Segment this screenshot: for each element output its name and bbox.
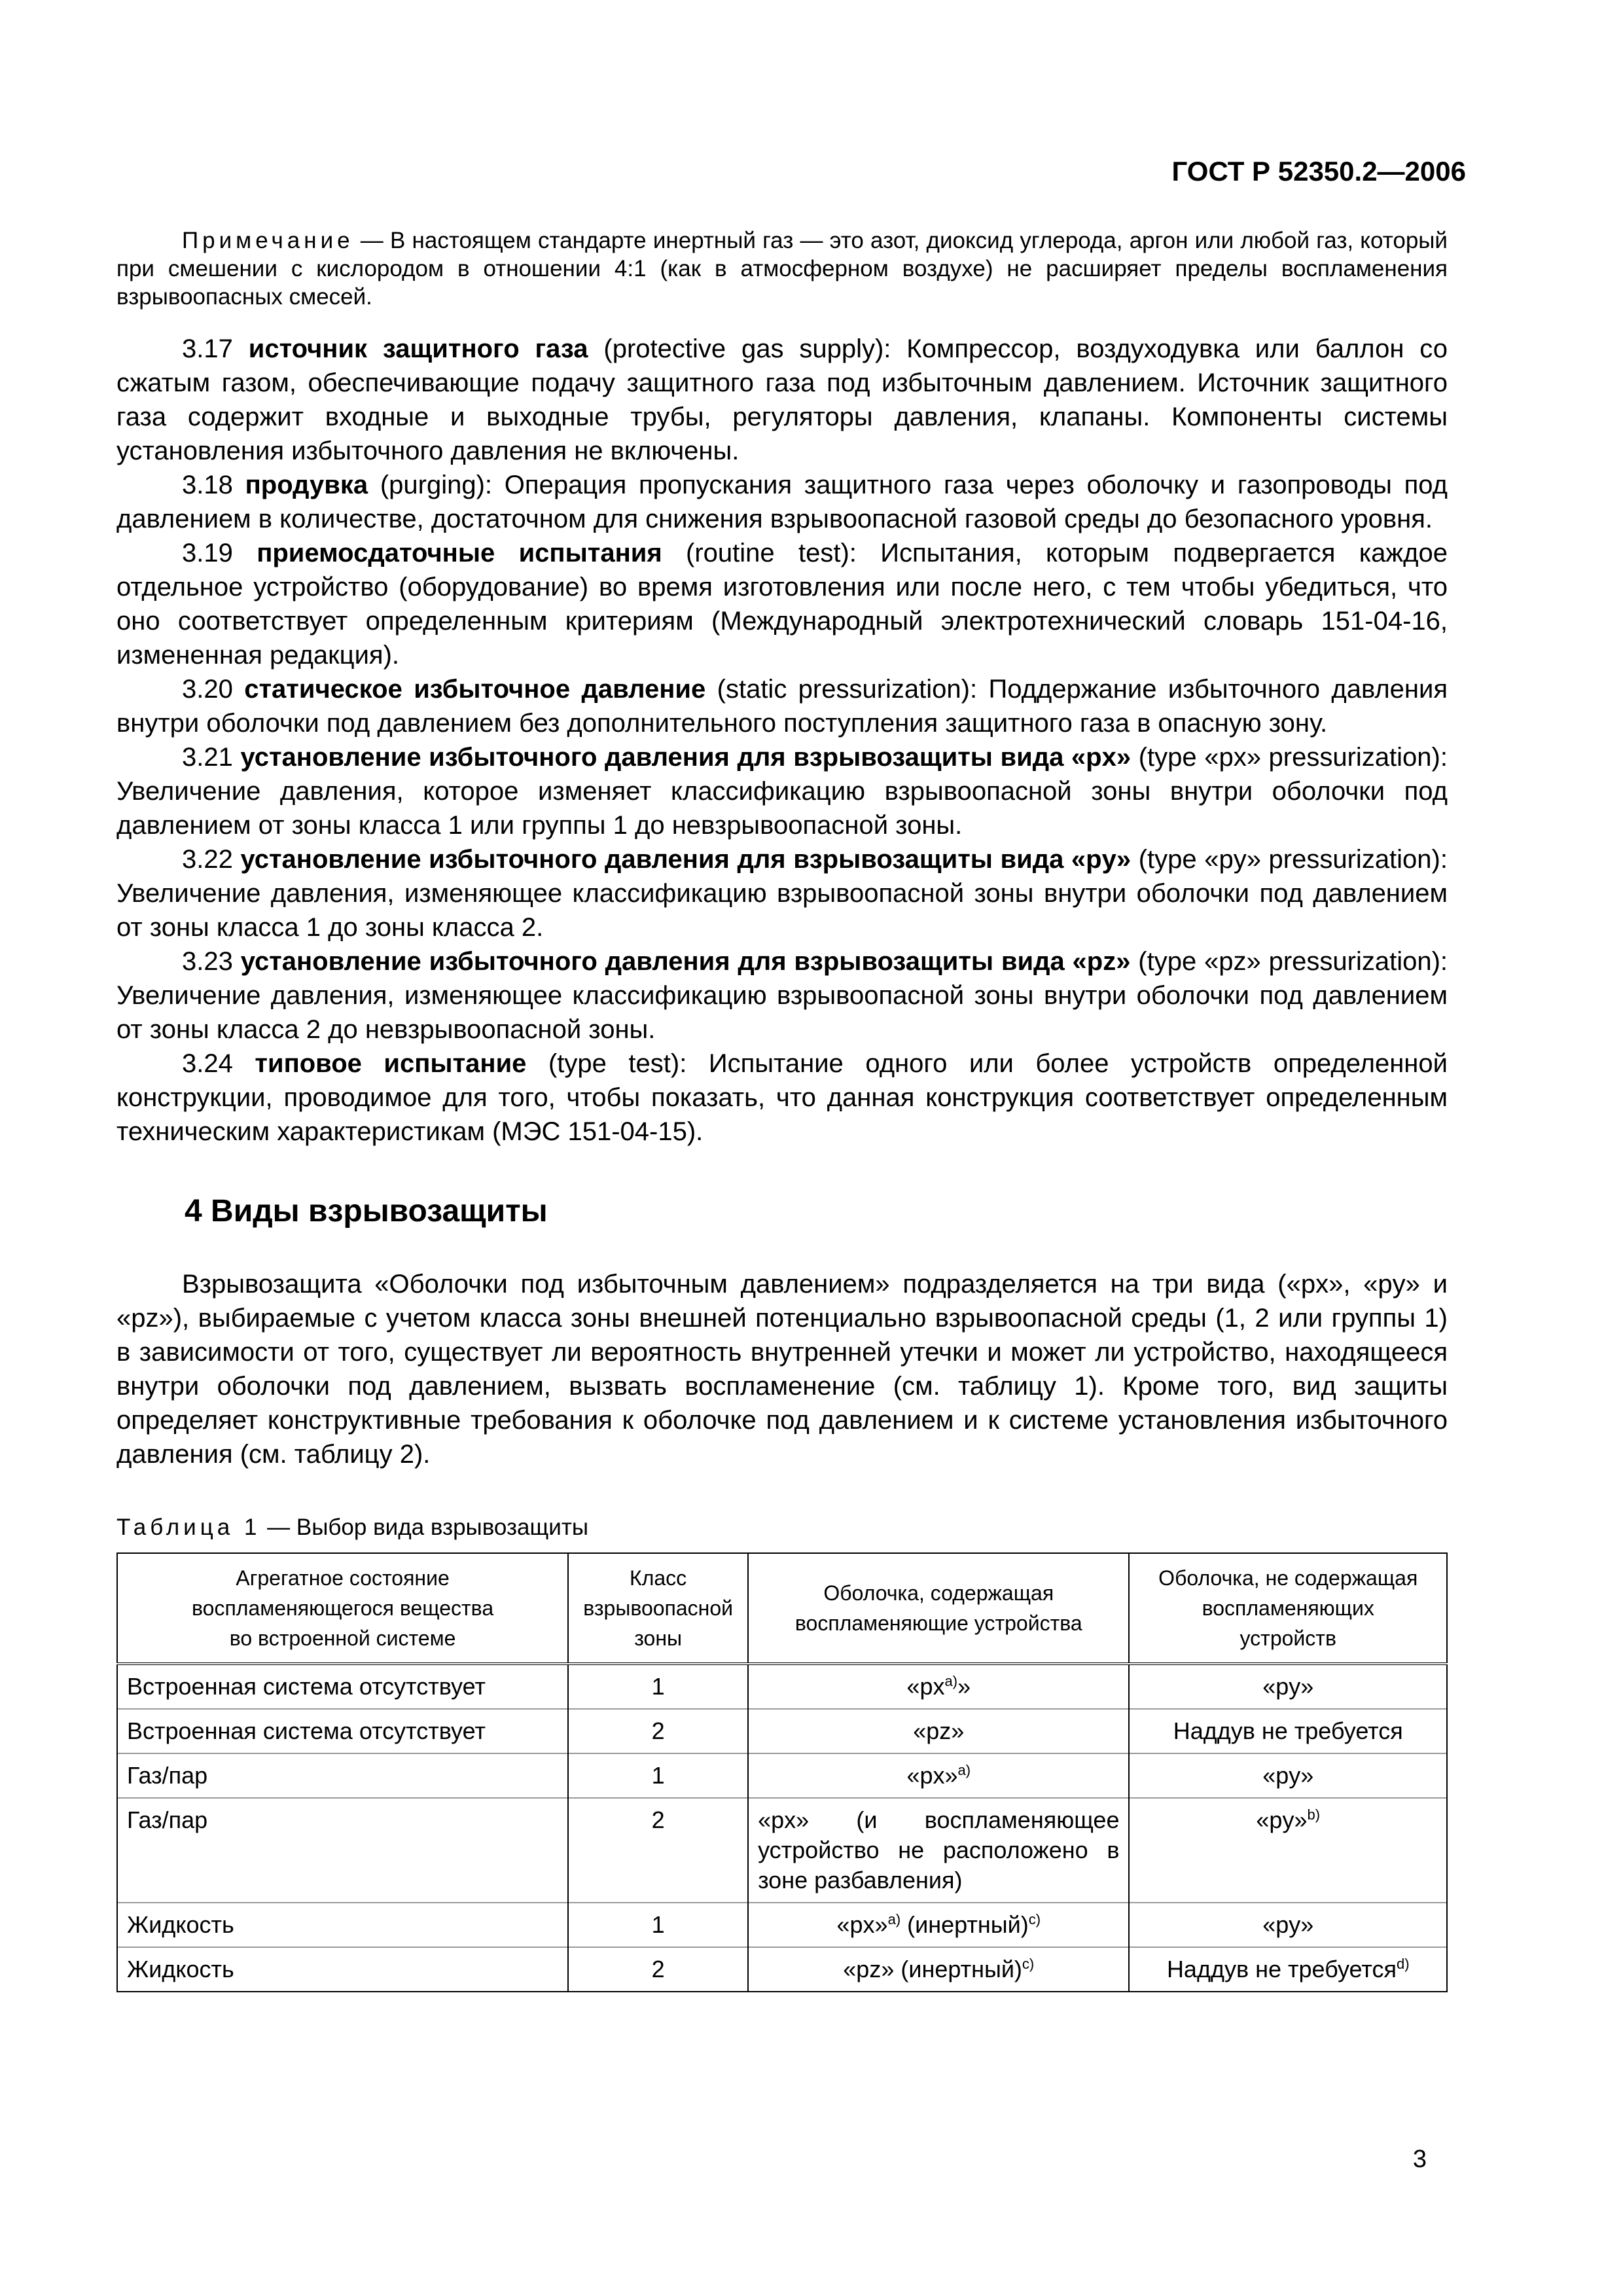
table-cell: 1: [568, 1753, 748, 1798]
table-cell: «$px^{a)}$»: [748, 1664, 1129, 1709]
column-header: Класс взрывоопасной зоны: [568, 1553, 748, 1664]
definition-3-19: 3.19 приемосдаточные испытания (routine test): Испытания, которым подвергается каждое отдельное устройство (оборудование) во время изготовления или после него, с тем чтобы убедиться, что оно соответствует определенным критериям (Международный электротехнический словарь 151-04-16, измененная редакция).: [116, 539, 1448, 670]
table-cell: Газ/пар: [117, 1753, 568, 1798]
definition-term: источник защитного газа: [248, 334, 588, 363]
definition-term: приемосдаточные испытания: [257, 539, 662, 567]
table-row: [117, 1664, 1447, 1709]
table-row: [117, 1903, 1447, 1947]
table-cell: Наддув не требуется$^{d)}$: [1129, 1947, 1447, 1992]
table-cell: «pz»: [748, 1709, 1129, 1753]
definition-term: установление избыточного давления для взрывозащиты вида «px»: [240, 743, 1132, 772]
section-title: 4 Виды взрывозащиты: [185, 1194, 548, 1229]
table-cell: «py»: [1129, 1753, 1447, 1798]
note: [116, 226, 1448, 311]
definition-3-22: 3.22 установление избыточного давления для взрывозащиты вида «py» (type «py» pressurization): Увеличение давления, изменяющее классификацию взрывоопасной зоны внутри оболочки под давлением от зоны класса 1 до зоны класса 2.: [116, 845, 1448, 942]
definition-term: установление избыточного давления для взрывозащиты вида «py»: [240, 845, 1132, 874]
definition-3-18: 3.18 продувка (purging): Операция пропускания защитного газа через оболочку и газопроводы под давлением в количестве, достаточном для снижения взрывоопасной газовой среды до безопасного уровня.: [116, 471, 1448, 533]
table-cell: «py»$^{b)}$: [1129, 1798, 1447, 1903]
table-cell: «pz» (инертный)$^{c)}$: [748, 1947, 1129, 1992]
definition-3-24: 3.24 типовое испытание (type test): Испытание одного или более устройств определенной конструкции, проводимое для того, чтобы показать, что данная конструкция соответствует определенным техническим характеристикам (МЭС 151-04-15).: [116, 1049, 1448, 1146]
table-header-row: [117, 1553, 1447, 1664]
table-cell: «px»$^{a)}$: [748, 1753, 1129, 1798]
explosion-protection-table: [116, 1552, 1448, 1992]
column-header: Агрегатное состояние воспламеняющегося вещества во встроенной системе: [117, 1553, 568, 1664]
table-cell: Газ/пар: [117, 1798, 568, 1903]
definition-3-20: 3.20 статическое избыточное давление (static pressurization): Поддержание избыточного давления внутри оболочки под давлением без дополнительного поступления защитного газа в опасную зону.: [116, 675, 1448, 738]
table-cell: «px» (и воспламеняющее устройство не расположено в зоне разбавления): [748, 1798, 1129, 1903]
definition-term: статическое избыточное давление: [244, 675, 706, 704]
table-cell: 1: [568, 1664, 748, 1709]
document-body: [116, 226, 1448, 1992]
column-header: Оболочка, не содержащая воспламеняющих устройств: [1129, 1553, 1447, 1664]
column-header: Оболочка, содержащая воспламеняющие устройства: [748, 1553, 1129, 1664]
table-row: [117, 1798, 1447, 1903]
table-cell: «py»: [1129, 1664, 1447, 1709]
definition-term: типовое испытание: [255, 1049, 527, 1078]
definition-term: установление избыточного давления для взрывозащиты вида «pz»: [240, 947, 1131, 976]
note-label: Примечание: [182, 228, 354, 253]
table-cell: 2: [568, 1798, 748, 1903]
table-cell: 2: [568, 1709, 748, 1753]
definition-term: продувка: [245, 471, 368, 499]
definition-3-21: 3.21 установление избыточного давления для взрывозащиты вида «px» (type «px» pressurization): Увеличение давления, которое изменяет классификацию взрывоопасной зоны внутри оболочки под давлением от зоны класса 1 или группы 1 до невзрывоопасной зоны.: [116, 743, 1448, 840]
table-cell: Жидкость: [117, 1903, 568, 1947]
table-cell: 1: [568, 1903, 748, 1947]
document-header: ГОСТ Р 52350.2—2006: [1171, 156, 1466, 187]
section-paragraph: Взрывозащита «Оболочки под избыточным давлением» подразделяется на три вида («px», «py» и «pz»), выбираемые с учетом класса зоны внешней потенциально взрывоопасной среды (1, 2 или группы 1) в зависимости от того, существует ли вероятность внутренней утечки и может ли устройство, находящееся внутри оболочки под давлением, вызвать воспламенение (см. таблицу 1). Кроме того, вид защиты определяет конструктивные требования к оболочке под давлением и к системе установления избыточного давления (см. таблицу 2).: [116, 1270, 1448, 1469]
table-cell: Встроенная система отсутствует: [117, 1664, 568, 1709]
page-number: 3: [1412, 2145, 1427, 2173]
table-row: [117, 1753, 1447, 1798]
definition-3-17: 3.17 источник защитного газа (protective gas supply): Компрессор, воздуходувка или баллон со сжатым газом, обеспечивающие подачу защитного газа под избыточным давлением. Источник защитного газа содержит входные и выходные трубы, регуляторы давления, клапаны. Компоненты системы установления избыточного давления не включены.: [116, 334, 1448, 465]
table-cell: Встроенная система отсутствует: [117, 1709, 568, 1753]
table-cell: «py»: [1129, 1903, 1447, 1947]
note-text: — В настоящем стандарте инертный газ — это азот, диоксид углерода, аргон или любой газ, который при смешении с кислородом в отношении 4:1 (как в атмосферном воздухе) не расширяет пределы воспламенения взрывоопасных смесей.: [116, 228, 1448, 310]
table-cell: Наддув не требуется: [1129, 1709, 1447, 1753]
table-cell: «px»$^{a)}$ (инертный)$^{c)}$: [748, 1903, 1129, 1947]
table-row: [117, 1709, 1447, 1753]
table-row: [117, 1947, 1447, 1992]
table-caption: Таблица 1 — Выбор вида взрывозащиты: [116, 1515, 589, 1540]
table-cell: Жидкость: [117, 1947, 568, 1992]
table-cell: 2: [568, 1947, 748, 1992]
definition-3-23: 3.23 установление избыточного давления для взрывозащиты вида «pz» (type «pz» pressurization): Увеличение давления, изменяющее классификацию взрывоопасной зоны внутри оболочки под давлением от зоны класса 2 до невзрывоопасной зоны.: [116, 947, 1448, 1044]
